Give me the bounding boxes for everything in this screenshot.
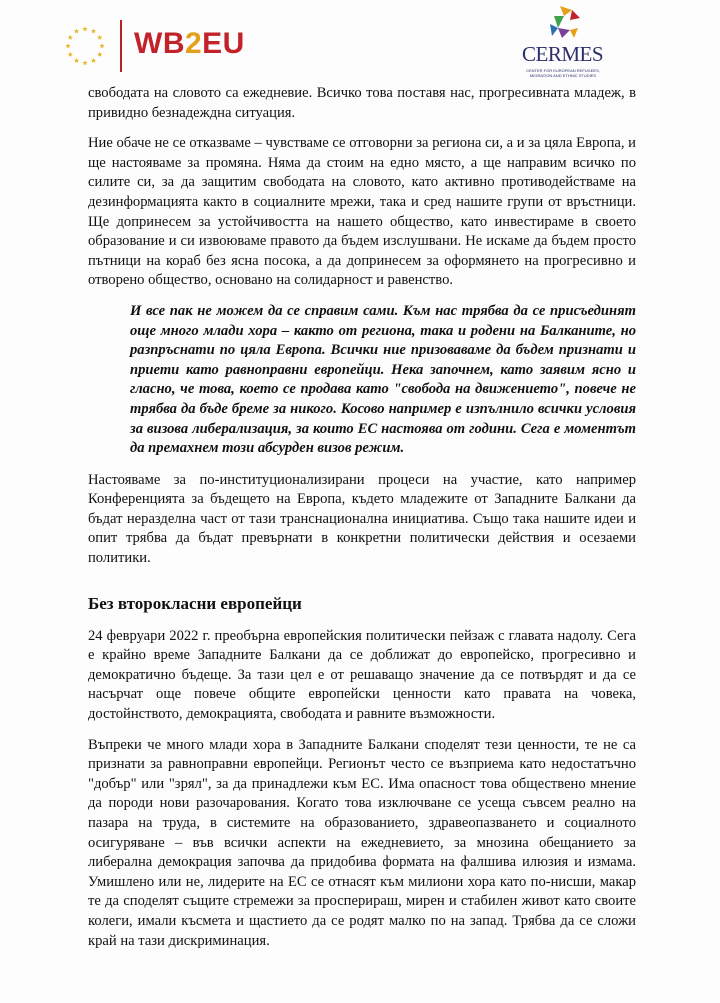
cermes-wordmark: CERMES (522, 42, 604, 66)
star-icon (91, 58, 96, 63)
eu-stars-logo-icon (63, 24, 107, 68)
paragraph: Въпреки че много млади хора в Западните Балкани споделят тези ценности, те не са признати за равноправни европейци. Регионът често се възприема като недостатъчно "добър" или "зрял", за да принадлежи към ЕС. Има опасност това обществено мнение да породи нови разочарования. Когато това изключване се усеща съвсем реално на пазара на труда, в системите на образованието, здравеопазването и социалното осигуряване – във всички аспекти на ежедневието, за мнозина обещанието за либерална демокрация започва да придобива формата на фалшива илюзия и измама. Умишлено или не, лидерите на ЕС се отнасят към милиони хора като по-нисши, макар те да споделят същите стремежи за просперираш, мирен и стабилен живот като своите колеги, имали късмета и щастието да се родят малко по на запад. Трябва да се сложи край на тази дискриминация. (88, 736, 636, 949)
paragraph: свободата на словото са ежедневие. Всичко това поставя нас, прогресивната младеж, в привидно безнадеждна ситуация. (88, 85, 636, 121)
paragraph: Ние обаче не се отказваме – чувстваме се отговорни за региона си, а и за цяла Европа, и ще настояваме за промяна. Няма да стоим на едно място, а ще направим всичко по силите си, за да защитим свободата на словото, като активно противодействаме на дезинформацията както в социалните мрежи, така и сред нашите групи от връстници. Ще допринесем за устойчивостта на нашето общество, като инвестираме в своето образование и си извоюваме правото да бъдем изслушвани. Не искаме да бъдем просто пътници на кораб без ясна посока, а да допринесем за оформянето на прогресивно и отворено общество, основано на солидарност и равенство. (88, 135, 636, 289)
star-icon (74, 58, 79, 63)
star-icon (68, 35, 73, 40)
star-icon (99, 43, 104, 48)
highlighted-quote: И все пак не можем да се справим сами. Към нас трябва да се присъединят още много млади хора – както от региона, така и родени на Балканите, но разпръснати по цяла Европа. Всички ние призоваваме да бъдем признати и приети като равноправни европейци. Нека започнем, като заявим ясно и гласно, че това, което се продава като "свобода на движението", повече не трябва да бъде бреме за никого. Косово например е изпълнило всички условия за визова либерализация, за които ЕС настоява от години. Сега е моментът да премахнем този абсурден визов режим. (130, 302, 636, 457)
logo-divider (120, 20, 122, 72)
star-icon (97, 35, 102, 40)
document-body (88, 84, 636, 962)
cermes-mark-icon (546, 4, 582, 44)
star-icon (97, 52, 102, 57)
wb2eu-logo: WB2EU (134, 27, 245, 60)
star-icon (68, 52, 73, 57)
star-icon (82, 26, 87, 31)
cermes-subtitle: CENTER FOR EUROPEAN REFUGEES, MIGRATION AND ETHNIC STUDIES (526, 68, 600, 78)
cermes-logo (522, 4, 604, 88)
star-icon (82, 60, 87, 65)
paragraph: Настояваме за по-институционализирани процеси на участие, като например Конференцията за бъдещето на Европа, където младежите от Западните Балкани да бъдат неразделна част от тази транснационална инициатива. Също така нашите идеи и опит трябва да бъдат превърнати в конкретни политически действия и осезаеми политики. (88, 471, 636, 567)
section-heading: Без второкласни европейци (88, 593, 302, 613)
star-icon (65, 43, 70, 48)
star-icon (91, 28, 96, 33)
star-icon (74, 28, 79, 33)
page-header (0, 0, 720, 88)
paragraph: 24 февруари 2022 г. преобърна европейския политически пейзаж с главата надолу. Сега е крайно време Западните Балкани да се доближат до европейско, прогресивно и демократично бъдеще. За тази цел е от решаващо значение да се потвърдят и да се насърчат още повече общите европейски ценности като правата на човека, достойнството, демокрацията, свободата и равните възможности. (88, 627, 636, 723)
